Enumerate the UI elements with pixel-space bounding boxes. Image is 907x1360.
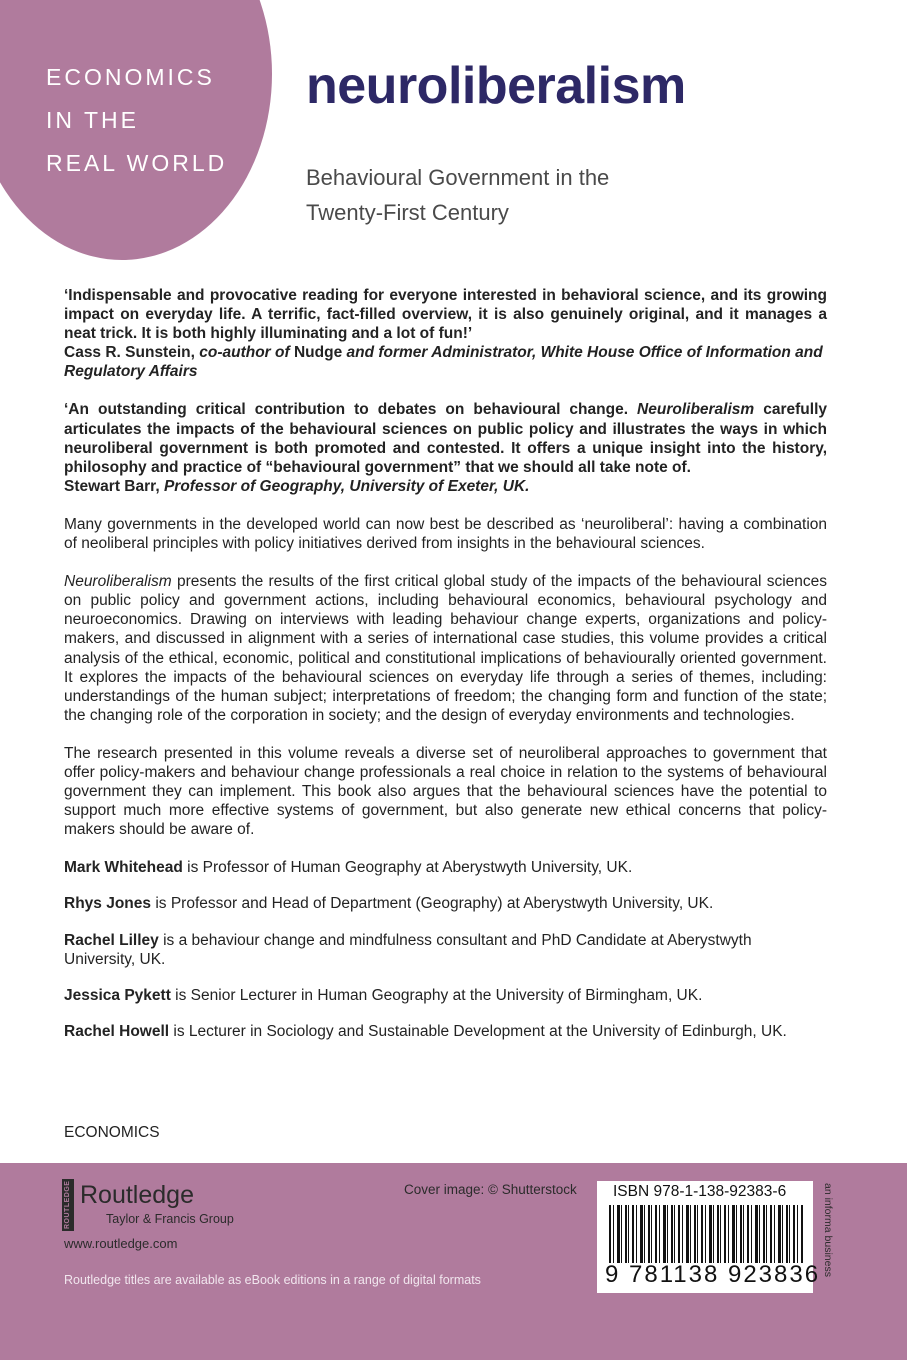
- author-description: is a behaviour change and mindfulness consultant and PhD Candidate at Aberystwyth University, UK.: [64, 931, 752, 968]
- publisher-band: [0, 1163, 907, 1360]
- back-cover-text: [64, 286, 827, 1058]
- publisher-group: Taylor & Francis Group: [106, 1212, 234, 1226]
- description-book-title: Neuroliberalism: [64, 573, 172, 591]
- subtitle-line-2: Twenty-First Century: [306, 200, 509, 225]
- endorser-name: Stewart Barr,: [64, 477, 160, 495]
- description-paragraph-1: Many governments in the developed world can now best be described as ‘neuroliberal’: having a combination of neoliberal principles with policy initiatives derived from insights in the behavioural sciences.: [64, 515, 827, 553]
- publisher-url[interactable]: www.routledge.com: [64, 1236, 178, 1251]
- description-paragraph-2-text: presents the results of the first critical global study of the impacts of the behavioural sciences on public policy and government actions, including behavioural economics, behavioural psychology and neuroeconomics. Drawing on interviews with leading behaviour change experts, organizations and policy-makers, and discussed in alignment with a series of international case studies, this volume provides a critical analysis of the ethical, economic, political and constitutional implications of behaviourally oriented government. It explores the impacts of the behavioural sciences on everyday life through a series of themes, including: understandings of the human subject; interpretations of freedom; the changing form and function of the state; the changing role of the corporation in society; and the design of everyday environments and technologies.: [64, 573, 827, 724]
- isbn-label: ISBN 978-1-138-92383-6: [613, 1183, 787, 1200]
- series-line-1: ECONOMICS: [46, 64, 215, 90]
- author-bio: [64, 894, 827, 913]
- endorsement-text: ‘Indispensable and provocative reading for everyone interested in behavioral science, and its growing impact on everyday life. A terrific, fact-filled overview, it is also genuinely original, and it manages a neat trick. It is both highly illuminating and a lot of fun!’: [64, 287, 827, 343]
- endorsement-attribution: [64, 477, 827, 496]
- author-bio: [64, 1022, 827, 1041]
- subject-category: ECONOMICS: [64, 1124, 160, 1141]
- endorser-role: co-author of: [199, 344, 290, 362]
- author-name: Mark Whitehead: [64, 859, 183, 877]
- author-bio: [64, 858, 827, 877]
- endorsement-book-title: Neuroliberalism: [637, 401, 755, 419]
- author-bio: [64, 931, 827, 969]
- publisher-name: Routledge: [80, 1181, 194, 1209]
- endorser-book: Nudge: [293, 344, 343, 362]
- endorsement-sunstein: [64, 286, 827, 381]
- subtitle-line-1: Behavioural Government in the: [306, 165, 610, 190]
- barcode-digits: 9 781138 923836: [605, 1261, 821, 1288]
- author-description: is Professor and Head of Department (Geography) at Aberystwyth University, UK.: [155, 895, 714, 913]
- endorser-role-rest: and former Administrator, White House Office of Information and Regulatory Affairs: [64, 344, 823, 381]
- series-line-2: IN THE: [46, 107, 139, 133]
- isbn-barcode: [597, 1181, 821, 1293]
- author-name: Rhys Jones: [64, 895, 152, 913]
- ebook-note: Routledge titles are available as eBook editions in a range of digital formats: [64, 1273, 481, 1287]
- endorsement-barr: [64, 400, 827, 495]
- description-paragraph-3: The research presented in this volume reveals a diverse set of neuroliberal approaches to government that offer policy-makers and behaviour change professionals a real choice in relation to the systems of behavioural government they can implement. This book also argues that the behavioural sciences have the potential to support much more effective systems of government, but also generate new ethical concerns that policy-makers should be aware of.: [64, 744, 827, 839]
- barcode-icon: [609, 1205, 803, 1263]
- endorser-role: Professor of Geography, University of Exeter, UK.: [163, 477, 530, 495]
- endorsement-attribution: [64, 343, 827, 381]
- author-name: Jessica Pykett: [64, 986, 171, 1004]
- informa-tagline: an informa business: [822, 1183, 834, 1277]
- author-description: is Senior Lecturer in Human Geography at the University of Birmingham, UK.: [175, 986, 703, 1004]
- book-title: neuroliberalism: [306, 57, 686, 115]
- author-description: is Lecturer in Sociology and Sustainable Development at the University of Edinburgh, UK.: [173, 1022, 787, 1040]
- cover-credit: Cover image: © Shutterstock: [404, 1182, 577, 1197]
- author-bio: [64, 986, 827, 1005]
- series-label: [46, 56, 227, 185]
- endorsement-text-b: carefully articulates the impacts of the behavioural sciences on public policy and illustrates the ways in which neuroliberal government is both promoted and contested. It offers a unique insight into the history, philosophy and practice of “behavioural government” that we should all take note of.: [64, 401, 828, 476]
- author-name: Rachel Lilley: [64, 931, 159, 949]
- author-description: is Professor of Human Geography at Aberystwyth University, UK.: [187, 859, 633, 877]
- routledge-logo-icon: ROUTLEDGE: [62, 1179, 74, 1231]
- endorsement-text-a: ‘An outstanding critical contribution to debates on behavioural change.: [64, 401, 628, 419]
- author-name: Rachel Howell: [64, 1022, 170, 1040]
- description-paragraph-2: [64, 572, 827, 725]
- book-subtitle: [306, 160, 726, 230]
- series-line-3: REAL WORLD: [46, 150, 228, 176]
- endorser-name: Cass R. Sunstein,: [64, 344, 195, 362]
